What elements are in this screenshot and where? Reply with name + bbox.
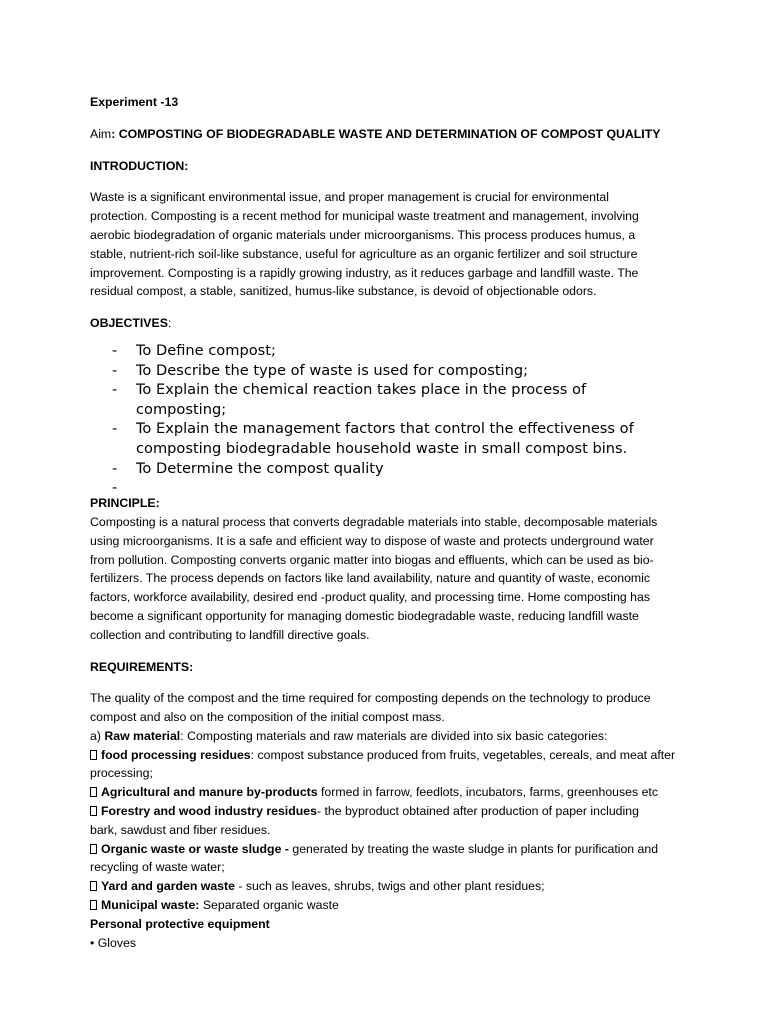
missing-glyph-icon: [90, 844, 97, 854]
principle-line: become a significant opportunity for managing domestic biodegradable waste, reducing landfill waste: [90, 608, 639, 623]
raw-material-text: : Composting materials and raw materials are divided into six basic categories:: [180, 728, 608, 743]
category-label: Organic waste or waste sludge -: [101, 841, 289, 856]
raw-material-prefix: a): [90, 728, 105, 743]
introduction-line: aerobic biodegradation of organic materials under microorganisms. This process produces humus, a: [90, 227, 636, 242]
objectives-heading: OBJECTIVES: [90, 316, 168, 331]
objective-text: To Describe the type of waste is used for composting;: [136, 361, 529, 379]
category-text: - such as leaves, shrubs, twigs and other plant residues;: [234, 879, 545, 894]
aim-line: [90, 125, 690, 144]
category-label: Agricultural and manure by-products: [101, 785, 318, 800]
category-first-line: [90, 896, 690, 915]
category-text: generated by treating the waste sludge in plants for purification and: [288, 841, 659, 856]
raw-material-categories: [90, 746, 690, 915]
objective-text: composting biodegradable household waste in small compost bins.: [136, 439, 628, 457]
introduction-line: stable, nutrient-rich soil-like substance, useful for agriculture as an organic fertilizer and soil structure: [90, 246, 638, 261]
objective-item: [90, 380, 690, 419]
introduction-line: protection. Composting is a recent method for municipal waste treatment and management, involving: [90, 209, 639, 224]
objective-dash: -: [112, 459, 118, 477]
missing-glyph-icon: [90, 806, 97, 816]
requirements-intro-line: The quality of the compost and the time required for composting depends on the technology to produce: [90, 691, 651, 706]
principle-line: collection and contributing to landfill directive goals.: [90, 627, 370, 642]
raw-material-label: Raw material: [104, 728, 181, 743]
objective-text: To Determine the compost quality: [136, 459, 384, 477]
category-label: Yard and garden waste: [101, 879, 235, 894]
category-text: Separated organic waste: [199, 898, 339, 913]
aim-text: : COMPOSTING OF BIODEGRADABLE WASTE AND DETERMINATION OF COMPOST QUALITY: [111, 126, 661, 141]
category-item: [90, 783, 690, 802]
objective-dash: -: [112, 381, 118, 399]
objective-dash: -: [112, 420, 118, 438]
principle-heading: PRINCIPLE:: [90, 496, 160, 511]
category-first-line: [90, 802, 690, 821]
objectives-list: [90, 341, 690, 497]
objective-item: [90, 459, 690, 479]
missing-glyph-icon: [90, 750, 97, 760]
objective-text: To Explain the chemical reaction takes place in the process of: [136, 381, 587, 399]
introduction-line: Waste is a significant environmental issue, and proper management is crucial for environmental: [90, 190, 609, 205]
principle-paragraph: [90, 513, 690, 645]
category-item: [90, 840, 690, 878]
ppe-list: [90, 934, 690, 953]
experiment-title: Experiment -13: [90, 95, 179, 109]
principle-line: from pollution. Composting converts organic matter into biogas and effluents, which can be used as bio-: [90, 552, 654, 567]
objective-item: [90, 419, 690, 458]
principle-line: factors, workforce availability, desired end -product quality, and processing time. Home composting has: [90, 590, 651, 605]
category-continuation: bark, sawdust and fiber residues.: [90, 822, 271, 837]
objective-dash: -: [112, 341, 118, 359]
category-item: [90, 896, 690, 915]
ppe-item: • Gloves: [90, 935, 136, 950]
category-first-line: [90, 746, 690, 765]
category-continuation: processing;: [90, 766, 153, 781]
principle-line: fertilizers. The process depends on factors like land availability, nature and quantity of waste, economic: [90, 571, 651, 586]
requirements-intro: [90, 689, 690, 727]
objective-dash: -: [112, 479, 118, 497]
category-label: Forestry and wood industry residues: [101, 804, 317, 819]
objectives-colon: :: [167, 316, 172, 331]
principle-line: Composting is a natural process that converts degradable materials into stable, decomposable materials: [90, 514, 658, 529]
missing-glyph-icon: [90, 881, 97, 891]
introduction-line: improvement. Composting is a rapidly growing industry, as it reduces garbage and landfill waste. The: [90, 265, 639, 280]
aim-label: Aim: [90, 126, 112, 141]
requirements-intro-line: compost and also on the composition of the initial compost mass.: [90, 710, 445, 725]
raw-material-line: [90, 727, 690, 746]
requirements-heading: REQUIREMENTS:: [90, 659, 194, 674]
introduction-heading: INTRODUCTION:: [90, 158, 189, 173]
introduction-paragraph: [90, 188, 690, 301]
category-item: [90, 802, 690, 840]
objectives-heading-line: [90, 314, 690, 333]
category-text: : compost substance produced from fruits, vegetables, cereals, and meat after: [250, 747, 676, 762]
category-label: food processing residues: [101, 747, 251, 762]
objective-text: composting;: [136, 400, 227, 418]
objective-text: To Explain the management factors that control the effectiveness of: [136, 420, 634, 438]
ppe-heading: Personal protective equipment: [90, 916, 270, 931]
category-item: [90, 746, 690, 784]
category-continuation: recycling of waste water;: [90, 860, 225, 875]
missing-glyph-icon: [90, 900, 97, 910]
objective-item: [90, 361, 690, 381]
category-first-line: [90, 840, 690, 859]
objective-item: [90, 341, 690, 361]
document-body: [90, 93, 690, 952]
introduction-line: residual compost, a stable, sanitized, humus-like substance, is devoid of objectionable odors.: [90, 284, 597, 299]
category-first-line: [90, 877, 690, 896]
category-first-line: [90, 783, 690, 802]
category-item: [90, 877, 690, 896]
objective-text: To Define compost;: [136, 341, 276, 359]
missing-glyph-icon: [90, 787, 97, 797]
objective-dash: -: [112, 361, 118, 379]
category-label: Municipal waste:: [101, 898, 200, 913]
category-text: formed in farrow, feedlots, incubators, farms, greenhouses etc: [317, 785, 658, 800]
principle-line: using microorganisms. It is a safe and efficient way to dispose of waste and protects underground water: [90, 533, 654, 548]
category-text: - the byproduct obtained after production of paper including: [316, 804, 639, 819]
objective-empty-item: [90, 478, 690, 497]
